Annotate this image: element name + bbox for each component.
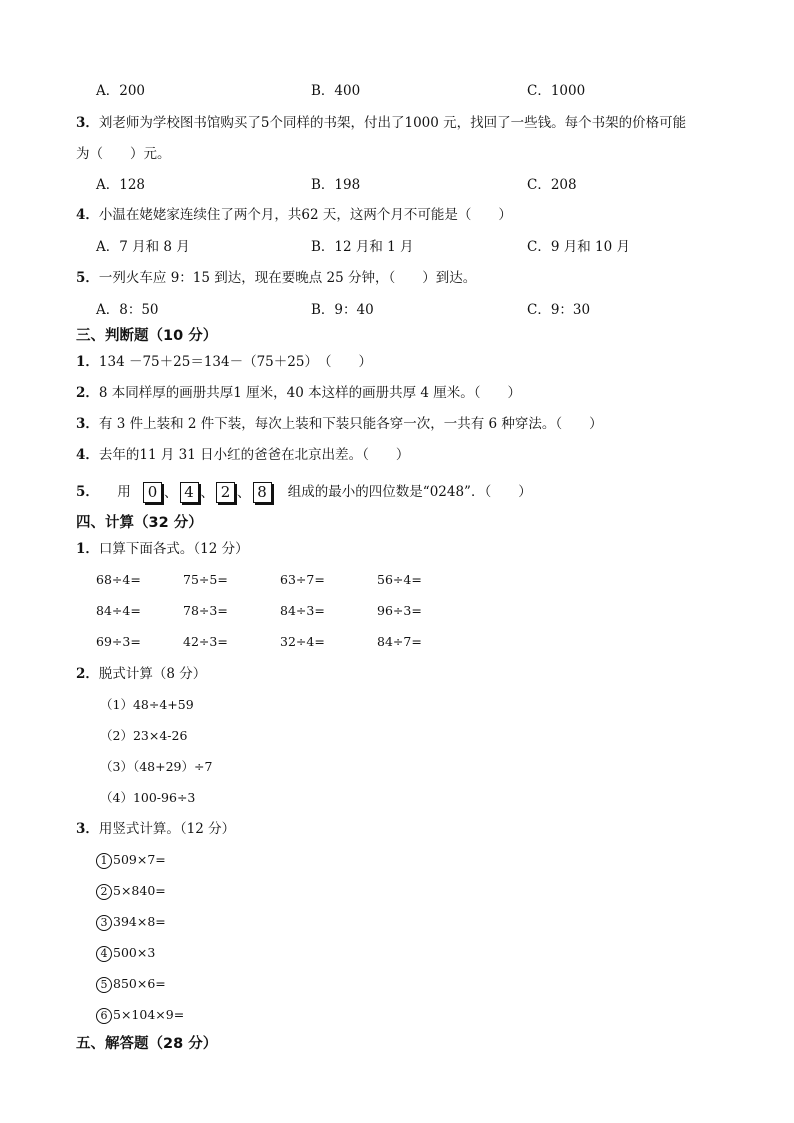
tf-item-5-number: 5． bbox=[76, 484, 99, 500]
card-separator: 、 bbox=[237, 484, 251, 501]
q5-option-b: B．9：40 bbox=[311, 302, 374, 318]
q2-option-b: B．400 bbox=[311, 83, 361, 99]
digit-card-8: 8 bbox=[253, 482, 272, 503]
oral-calc-item: 84÷3= bbox=[280, 603, 325, 618]
vertical-calc-expr: 5×840= bbox=[113, 883, 166, 898]
vertical-calc-item bbox=[96, 883, 166, 900]
card-separator: 、 bbox=[200, 484, 214, 501]
digit-card-4: 4 bbox=[180, 482, 199, 503]
tf-item-5-text: 组成的最小的四位数是“0248”．（ ） bbox=[287, 484, 532, 500]
vertical-calc-expr: 850×6= bbox=[113, 976, 166, 991]
calc-q2-text: 脱式计算（8 分） bbox=[98, 666, 207, 682]
oral-calc-item: 68÷4= bbox=[96, 572, 141, 587]
circled-number: 2 bbox=[96, 884, 112, 900]
oral-calc-item: 32÷4= bbox=[280, 634, 325, 649]
q3-text: 刘老师为学校图书馆购买了5个同样的书架，付出了1000 元，找回了一些钱。每个书架的价格可能 bbox=[98, 115, 687, 131]
calc-q3-text: 用竖式计算。（12 分） bbox=[98, 821, 236, 837]
q3-option-c: C．208 bbox=[527, 177, 577, 193]
tf-item-2 bbox=[76, 384, 521, 402]
tf-item-4 bbox=[76, 446, 409, 464]
tf-item-3-number: 3． bbox=[76, 416, 99, 432]
q5-stem bbox=[76, 269, 476, 287]
vertical-calc-expr: 5×104×9= bbox=[113, 1007, 185, 1022]
q5-option-c: C．9：30 bbox=[527, 302, 591, 318]
circled-number: 3 bbox=[96, 915, 112, 931]
q4-option-a: A．7 月和 8 月 bbox=[96, 239, 190, 255]
q4-option-b: B．12 月和 1 月 bbox=[311, 239, 414, 255]
calc-q1-text: 口算下面各式。（12 分） bbox=[98, 541, 249, 557]
step-calc-item: （4）100-96÷3 bbox=[100, 790, 196, 805]
vertical-calc-item bbox=[96, 914, 166, 931]
circled-number: 1 bbox=[96, 853, 112, 869]
tf-item-3-text: 有 3 件上装和 2 件下装，每次上装和下装只能各穿一次，一共有 6 种穿法。（ ） bbox=[98, 416, 603, 432]
oral-calc-item: 56÷4= bbox=[377, 572, 422, 587]
oral-calc-item: 84÷7= bbox=[377, 634, 422, 649]
oral-calc-item: 42÷3= bbox=[183, 634, 228, 649]
tf-item-3 bbox=[76, 415, 603, 433]
vertical-calc-item bbox=[96, 976, 166, 993]
digit-card-0: 0 bbox=[143, 482, 162, 503]
q3-stem-continued: 为（ ）元。 bbox=[76, 146, 171, 162]
vertical-calc-expr: 500×3 bbox=[113, 945, 156, 960]
step-calc-item: （3）（48+29）÷7 bbox=[100, 759, 213, 774]
digit-card-2: 2 bbox=[216, 482, 235, 503]
vertical-calc-item bbox=[96, 945, 155, 962]
tf-item-1-text: 134 －75＋25＝134－（75＋25） （ ） bbox=[98, 354, 372, 370]
q4-option-c: C．9 月和 10 月 bbox=[527, 239, 630, 255]
calc-q2-title bbox=[76, 665, 206, 683]
oral-calc-item: 78÷3= bbox=[183, 603, 228, 618]
vertical-calc-expr: 509×7= bbox=[113, 852, 166, 867]
q5-text: 一列火车应 9：15 到达，现在要晚点 25 分钟，（ ）到达。 bbox=[98, 270, 477, 286]
card-separator: 、 bbox=[164, 484, 178, 501]
q4-text: 小温在姥姥家连续住了两个月，共62 天，这两个月不可能是（ ） bbox=[98, 207, 512, 223]
q5-number: 5． bbox=[76, 270, 99, 286]
oral-calc-item: 84÷4= bbox=[96, 603, 141, 618]
q4-stem bbox=[76, 206, 512, 224]
circled-number: 6 bbox=[96, 1008, 112, 1024]
oral-calc-item: 63÷7= bbox=[280, 572, 325, 587]
tf-item-1-number: 1． bbox=[76, 354, 99, 370]
calc-q1-title bbox=[76, 540, 249, 558]
tf-item-4-number: 4． bbox=[76, 447, 99, 463]
q2-option-c: C．1000 bbox=[527, 83, 586, 99]
q4-number: 4． bbox=[76, 207, 99, 223]
tf-item-4-text: 去年的11 月 31 日小红的爸爸在北京出差。（ ） bbox=[98, 447, 410, 463]
tf-item-5 bbox=[76, 480, 532, 505]
section4-heading: 四、计算（32 分） bbox=[76, 515, 203, 531]
calc-q3-title bbox=[76, 820, 235, 838]
circled-number: 4 bbox=[96, 946, 112, 962]
tf-item-2-number: 2． bbox=[76, 385, 99, 401]
step-calc-item: （1）48÷4+59 bbox=[100, 697, 194, 712]
tf-item-1 bbox=[76, 353, 372, 371]
vertical-calc-item bbox=[96, 852, 166, 869]
oral-calc-item: 75÷5= bbox=[183, 572, 228, 587]
q5-option-a: A．8：50 bbox=[96, 302, 159, 318]
section5-heading: 五、解答题（28 分） bbox=[76, 1036, 218, 1052]
section3-heading: 三、判断题（10 分） bbox=[76, 328, 218, 344]
q3-option-a: A．128 bbox=[96, 177, 146, 193]
q3-number: 3． bbox=[76, 115, 99, 131]
q3-option-b: B．198 bbox=[311, 177, 361, 193]
calc-q3-number: 3． bbox=[76, 821, 99, 837]
tf-item-2-text: 8 本同样厚的画册共厚1 厘米，40 本这样的画册共厚 4 厘米。（ ） bbox=[98, 385, 522, 401]
calc-q1-number: 1． bbox=[76, 541, 99, 557]
calc-q2-number: 2． bbox=[76, 666, 99, 682]
oral-calc-item: 69÷3= bbox=[96, 634, 141, 649]
circled-number: 5 bbox=[96, 977, 112, 993]
vertical-calc-expr: 394×8= bbox=[113, 914, 166, 929]
oral-calc-item: 96÷3= bbox=[377, 603, 422, 618]
q2-option-a: A．200 bbox=[96, 83, 146, 99]
vertical-calc-item bbox=[96, 1007, 184, 1024]
step-calc-item: （2）23×4-26 bbox=[100, 728, 188, 743]
digit-cards bbox=[143, 484, 276, 500]
tf-item-5-use: 用 bbox=[117, 484, 131, 500]
q3-stem bbox=[76, 114, 686, 132]
